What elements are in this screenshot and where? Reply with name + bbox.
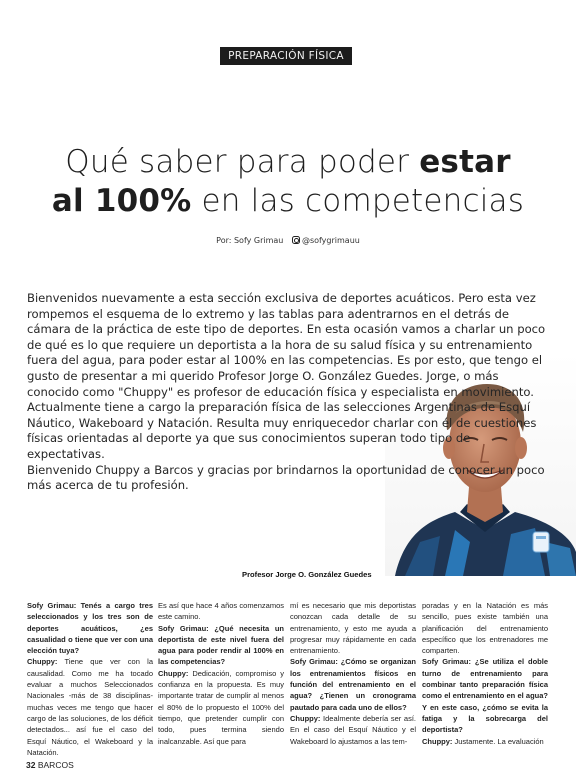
page-number: 32 [26,760,36,770]
question: Sofy Grimau: ¿Cómo se organizan los entrenamientos físicos en función del entrenamiento en el agua? ¿Tienen un cronograma pautado para cada uno de ellos? [290,657,416,712]
speaker: Chuppy: [290,713,321,723]
photo-caption: Profesor Jorge O. González Guedes [242,570,372,579]
question: Sofy Grimau: ¿Qué necesita un deportista de este nivel fuera del agua para poder rendir al 100% en las competencias? [158,623,284,667]
instagram-icon [292,236,300,244]
intro-paragraph: Bienvenido Chuppy a Barcos y gracias por brindarnos la oportunidad de conocer un poco más acerca de tu profesión. [27,462,545,493]
article-title [0,143,576,221]
answer [27,656,153,758]
title-part-bold: al 100% [51,183,192,219]
intro-paragraph: Bienvenidos nuevamente a esta sección exclusiva de deportes acuáticos. Pero esta vez rompemos el esquema de lo extremo y las tablas para adentrarnos en el detrás de cámara de la práctica de este tipo de deportes. En esta ocasión vamos a charlar un poco de qué es lo que requiere un deportista a la hora de su salud física y su entrenamiento fuera del agua, para poder estar al 100% en las competencias. Es por esto, que tengo el gusto de presentar a mi querido Profesor Jorge O. González Guedes. Jorge, o más conocido como "Chuppy" es profesor de educación física y especialista en movimiento. [27,291,546,399]
title-part: en las competencias [191,183,525,219]
answer-continued: mí es necesario que mis deportistas conozcan cada detalle de su entrenamiento, y esto me ayuda a progresar muy rápidamente en cada entrenamiento. [290,601,416,656]
intro-paragraph: Actualmente tiene a cargo la preparación física de las selecciones Argentinas de Esquí Náutico, Wakeboard y Natación. Resulta muy enriquecedor charlar con él de cuestiones físicas orientadas al deporte ya que sus conocimientos superan todo tipo de expectativas. [27,400,537,461]
byline [0,236,576,245]
answer-continued: Es así que hace 4 años comenzamos este camino. [158,601,284,622]
speaker: Chuppy: [422,736,453,746]
magazine-name: BARCOS [37,760,74,770]
answer-text: Idealmente debería ser así. En el caso del Esquí Náutico y el Wakeboard lo ajustamos a las tem- [290,713,416,746]
answer [290,713,416,747]
answer-text: Justamente. La evaluación [452,736,544,746]
column-2 [158,600,284,747]
page-footer [26,760,74,770]
column-3 [290,600,416,747]
answer-continued: poradas y en la Natación es más sencillo, pues existe también una planificación del entrenamiento específico que los entrenadores me comparten. [422,601,548,656]
intro-text [27,291,549,494]
answer-text: Dedicación, compromiso y confianza en la propuesta. Es muy importante tratar de cumplir al menos el 80% de lo propuesto el 100% del tiempo, que pretender cumplir con todo, pues termina siendo inalcanzable. Así que para [158,668,284,746]
answer [158,668,284,747]
speaker: Chuppy: [27,657,58,667]
title-line-1 [65,144,510,180]
answer-text: Tiene que ver con la causalidad. Como me ha tocado evaluar a muchos Seleccionados Nacionales -más de 38 disciplinas- muchas veces me tengo que hacer cargo de las soluciones, de los déficit detectados... así fue el caso del Esquí Náutico, el Wakeboard y la Natación. [27,657,153,757]
title-part: Qué saber para poder [65,144,420,180]
speaker: Chuppy: [158,668,189,678]
section-tag: PREPARACIÓN FÍSICA [220,47,352,65]
author: Por: Sofy Grimau [216,236,284,245]
column-1 [27,600,153,758]
answer [422,736,548,747]
question: Sofy Grimau: ¿Se utiliza el doble turno de entrenamiento para combinar tanto preparación física como el entrenamiento en el agua? Y en este caso, ¿cómo se evita la fatiga y la sobrecarga del deportista? [422,657,548,735]
title-line-2 [52,183,524,219]
instagram-handle: @sofygrimauu [301,236,360,245]
title-part-bold: estar [419,144,511,180]
column-4 [422,600,548,747]
question: Sofy Grimau: Tenés a cargo tres seleccionados y los tres son de deportes acuáticos, ¿es casualidad o tiene que ver con una elección tuya? [27,601,153,656]
